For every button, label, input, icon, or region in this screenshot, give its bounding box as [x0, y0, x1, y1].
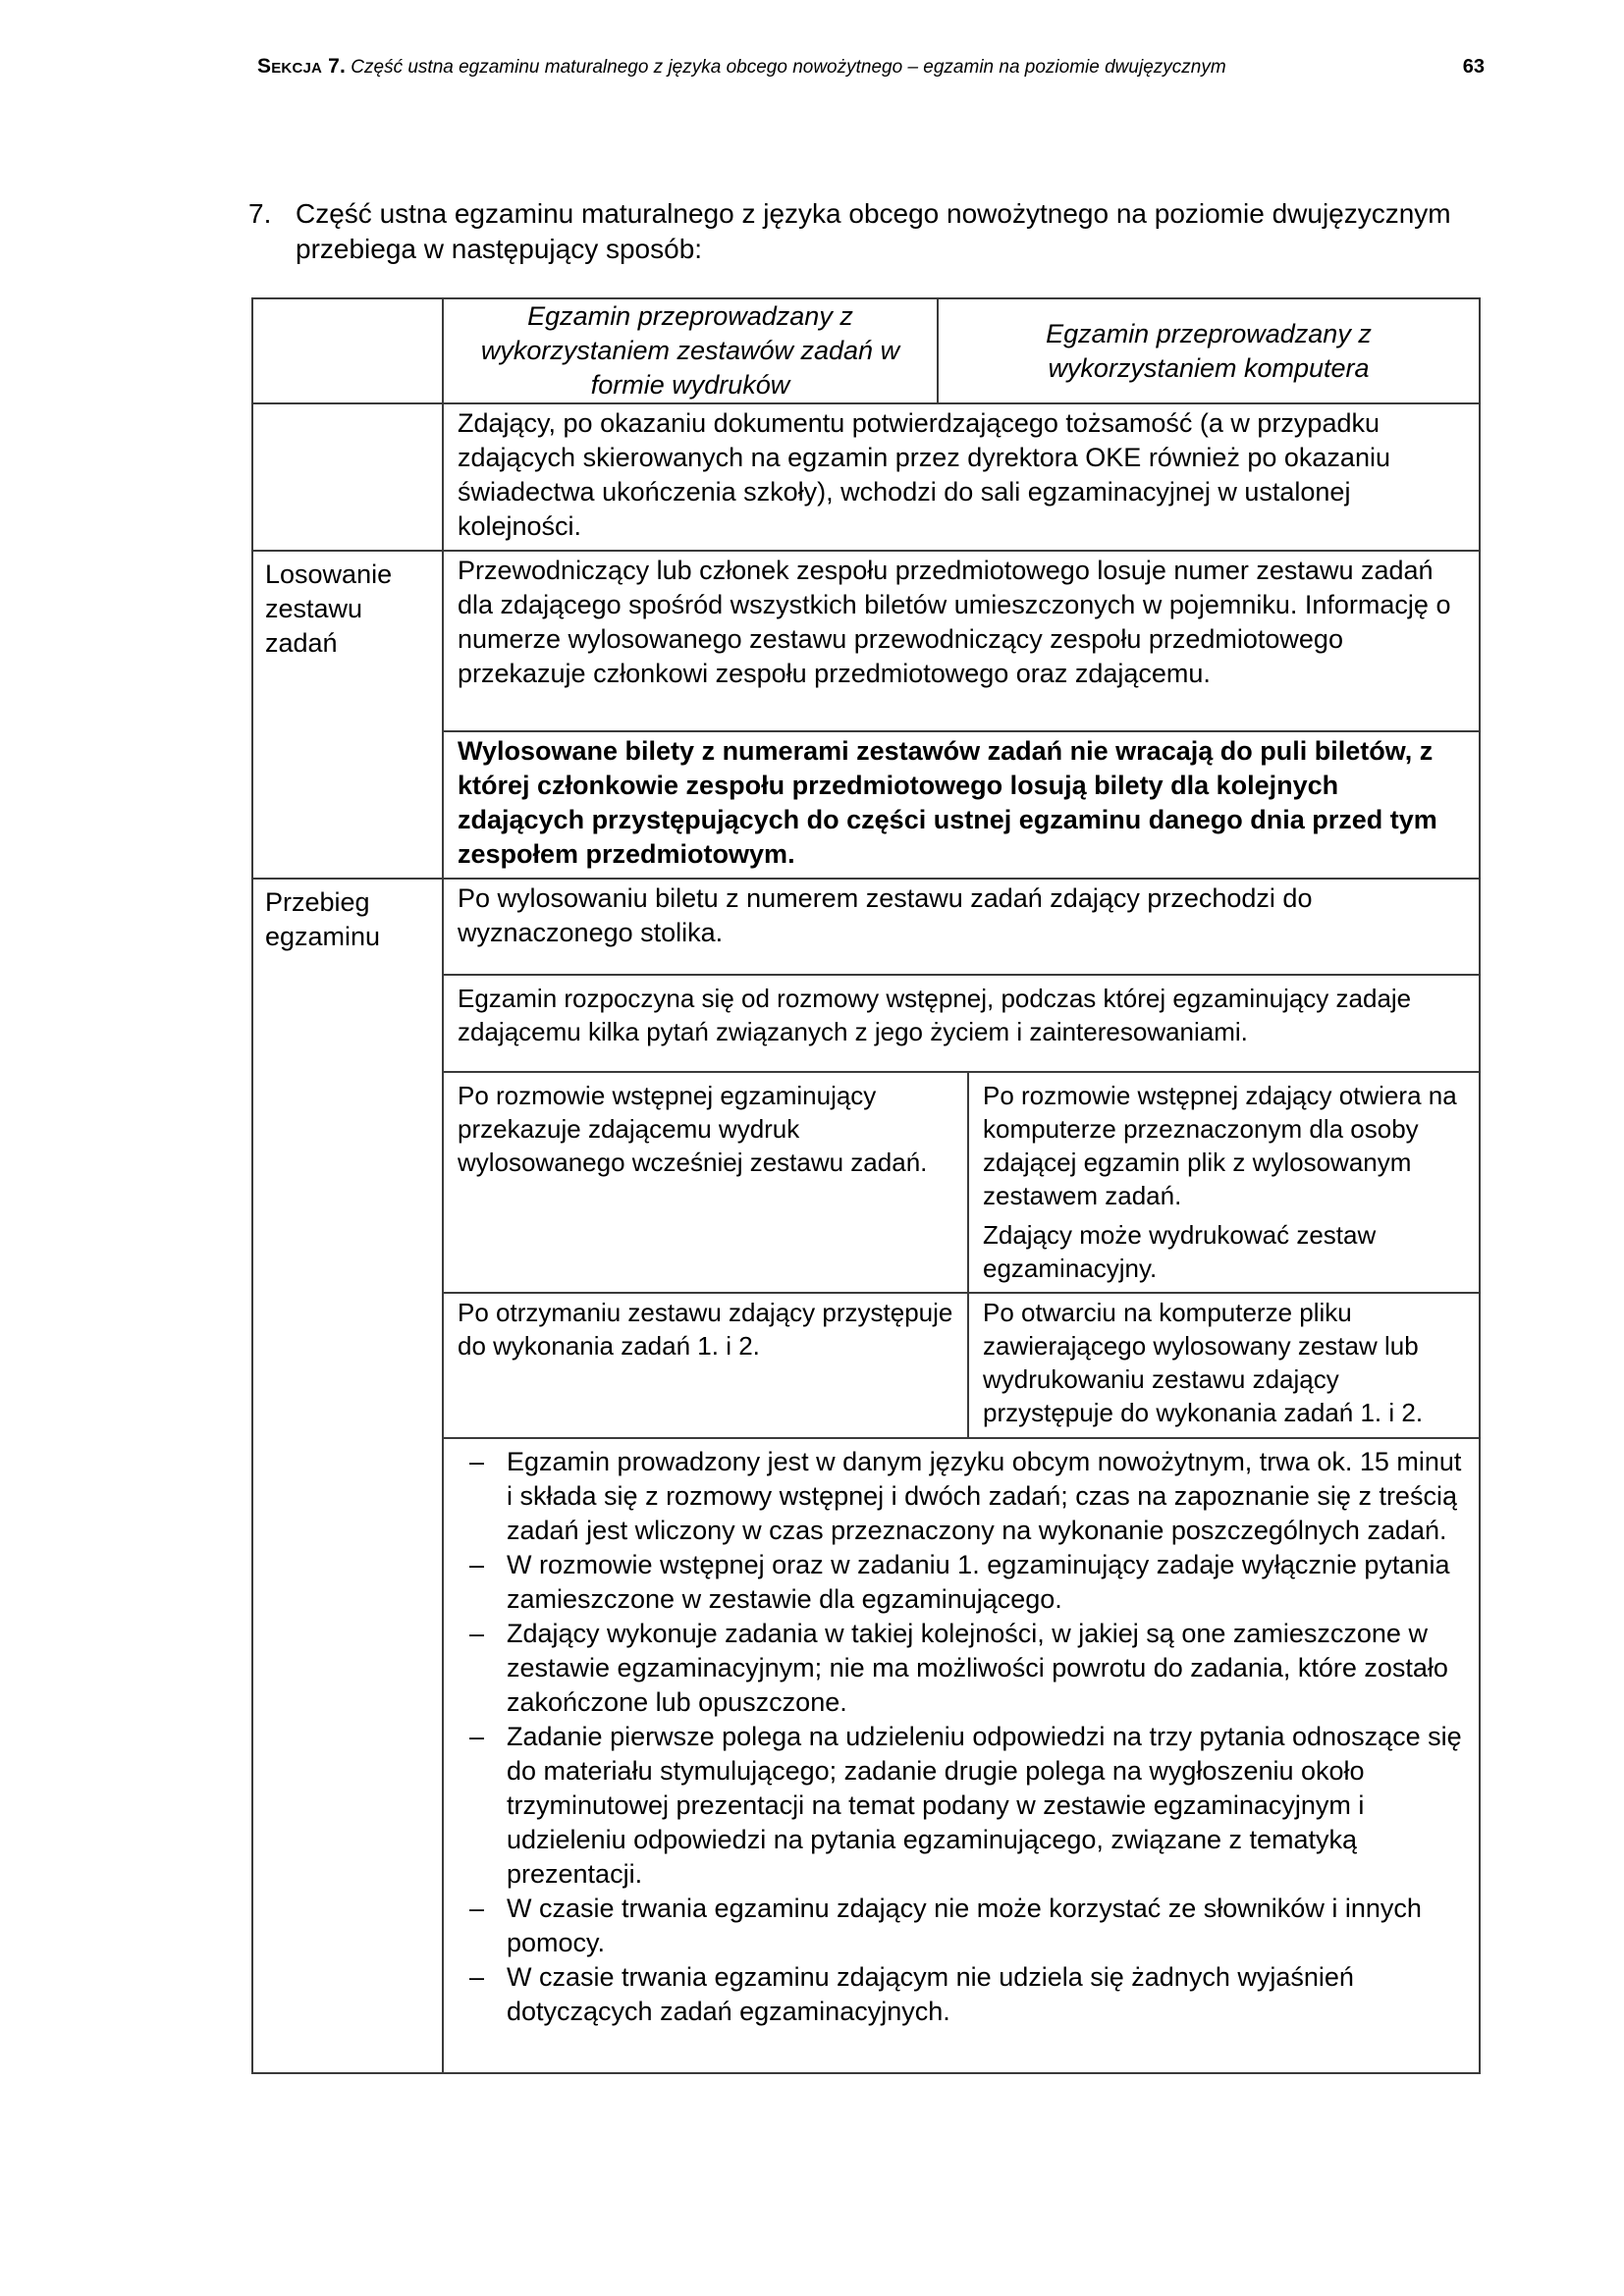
header-computer-cell	[938, 298, 1480, 403]
row-label-cell	[252, 879, 443, 2073]
rules-list	[444, 1439, 1479, 2033]
intro-talk-cell	[443, 975, 1480, 1072]
section-title: Część ustna egzaminu maturalnego z języka obcego nowożytnego – egzamin na poziomie dwujęzycznym	[351, 57, 1226, 78]
list-item: – W rozmowie wstępnej oraz w zadaniu 1. egzaminujący zadaje wyłącznie pytania zamieszczone w zestawie dla egzaminującego.	[469, 1550, 1450, 1614]
page-number: 63	[1462, 56, 1485, 78]
table-row	[252, 879, 1480, 975]
table-row	[252, 403, 1480, 551]
table-header-row	[252, 298, 1480, 403]
rules-cell	[443, 1438, 1480, 2073]
entry-text: Zdający, po okazaniu dokumentu potwierdzającego tożsamość (a w przypadku zdających skierowanych na egzamin przez dyrektora OKE również po okazaniu świadectwa ukończenia szkoły), wchodzi do sali egzaminacyjnej w ustalonej kolejności.	[458, 408, 1390, 541]
dash-bullet-icon: –	[469, 1447, 485, 1476]
dash-bullet-icon: –	[469, 1550, 485, 1579]
table-row	[252, 551, 1480, 731]
entry-cell	[443, 403, 1480, 551]
list-item: – W czasie trwania egzaminu zdający nie może korzystać ze słowników i innych pomocy.	[469, 1894, 1422, 1957]
after-draw-text: Po wylosowaniu biletu z numerem zestawu zadań zdający przechodzi do wyznaczonego stolika.	[458, 883, 1313, 947]
draw-bold-text: Wylosowane bilety z numerami zestawów zadań nie wracają do puli biletów, z której członkowie zespołu przedmiotowego losują bilety dla kolejnych zdających przystępujących do części ustnej egzaminu danego dnia przed tym zespołem przedmiotowym.	[458, 736, 1437, 869]
split-computer-cell	[968, 1072, 1480, 1293]
list-item: – Zdający wykonuje zadania w takiej kolejności, w jakiej są one zamieszczone w zestawie egzaminacyjnym; nie ma możliwości powrotu do zadania, które zostało zakończone lub opuszczone.	[469, 1619, 1448, 1717]
list-item: – Zadanie pierwsze polega na udzieleniu odpowiedzi na trzy pytania odnoszące się do materiału stymulującego; zadanie drugie polega na wygłoszeniu około trzyminutowej prezentacji na temat podany w zestawie egzaminacyjnym i udzieleniu odpowiedzi na pytania egzaminującego, związane z tematyką prezentacji.	[469, 1722, 1462, 1889]
split-computer-extra: Zdający może wydrukować zestaw egzaminacyjny.	[983, 1220, 1377, 1283]
split-computer-text: Po rozmowie wstępnej zdający otwiera na komputerze przeznaczonym dla osoby zdającej egzamin plik z wylosowanym zestawem zadań.	[983, 1081, 1457, 1210]
header-printed: Egzamin przeprowadzany z wykorzystaniem zestawów zadań w formie wydruków	[480, 301, 900, 400]
dash-bullet-icon: –	[469, 1894, 485, 1923]
section-label: Sekcja 7.	[257, 55, 346, 78]
dash-bullet-icon: –	[469, 1619, 485, 1648]
intro-talk-text: Egzamin rozpoczyna się od rozmowy wstępnej, podczas której egzaminujący zadaje zdającemu kilka pytań związanych z jego życiem i zainteresowaniami.	[458, 984, 1412, 1046]
paragraph-number: 7.	[248, 198, 272, 229]
running-header	[257, 55, 1485, 80]
split-computer-cell	[968, 1293, 1480, 1438]
paragraph-text: Część ustna egzaminu maturalnego z języka obcego nowożytnego na poziomie dwujęzycznym przebiega w następujący sposób:	[296, 198, 1451, 264]
after-draw-cell	[443, 879, 1480, 975]
numbered-paragraph	[248, 196, 1486, 267]
list-item: – W czasie trwania egzaminu zdającym nie udziela się żadnych wyjaśnień dotyczących zadań egzaminacyjnych.	[469, 1962, 1354, 2026]
draw-text: Przewodniczący lub członek zespołu przedmiotowego losuje numer zestawu zadań dla zdającego spośród wszystkich biletów umieszczonych w pojemniku. Informację o numerze wylosowanego zestawu przewodniczący zespołu przedmiotowego przekazuje członkowi zespołu przedmiotowego oraz zdającemu.	[458, 556, 1451, 688]
split-printed-cell	[443, 1072, 968, 1293]
header-printed-cell	[443, 298, 938, 403]
draw-bold-cell	[443, 731, 1480, 879]
exam-procedure-table	[251, 297, 1481, 2074]
row-label-course: Przebieg egzaminu	[265, 887, 381, 951]
split-computer-text: Po otwarciu na komputerze pliku zawierającego wylosowany zestaw lub wydrukowaniu zestawu zdający przystępuje do wykonania zadań 1. i 2.	[983, 1298, 1424, 1427]
empty-label-cell	[252, 403, 443, 551]
split-printed-text: Po otrzymaniu zestawu zdający przystępuje do wykonania zadań 1. i 2.	[458, 1298, 953, 1361]
list-item: – Egzamin prowadzony jest w danym języku obcym nowożytnym, trwa ok. 15 minut i składa się z rozmowy wstępnej i dwóch zadań; czas na zapoznanie się z treścią zadań jest wliczony w czas przeznaczony na wykonanie poszczególnych zadań.	[469, 1447, 1462, 1545]
row-label-cell	[252, 551, 443, 879]
draw-cell	[443, 551, 1480, 731]
header-computer: Egzamin przeprowadzany z wykorzystaniem komputera	[1046, 318, 1372, 383]
row-label-draw: Losowanie zestawu zadań	[265, 560, 393, 658]
split-printed-cell	[443, 1293, 968, 1438]
dash-bullet-icon: –	[469, 1722, 485, 1751]
dash-bullet-icon: –	[469, 1962, 485, 1992]
empty-corner-cell	[252, 298, 443, 403]
split-printed-text: Po rozmowie wstępnej egzaminujący przekazuje zdającemu wydruk wylosowanego wcześniej zestawu zadań.	[458, 1081, 928, 1177]
